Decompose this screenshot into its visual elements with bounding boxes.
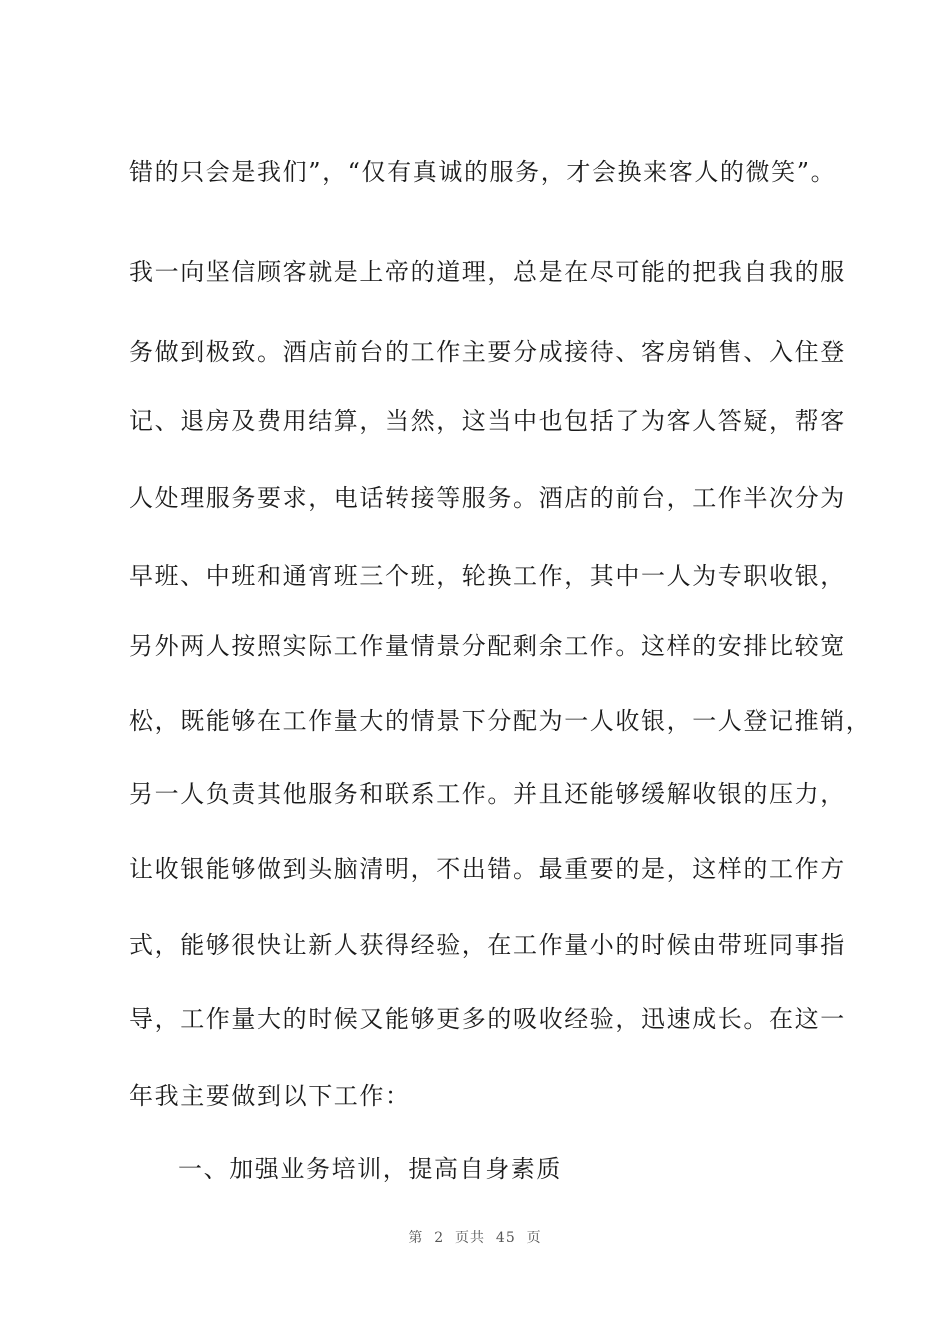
body-line-3: 务做到极致。酒店前台的工作主要分成接待、客房销售、入住登 xyxy=(129,338,846,366)
body-line-2: 我一向坚信顾客就是上帝的道理，总是在尽可能的把我自我的服 xyxy=(129,258,846,286)
page-number-footer: 第 2 页共 45 页 xyxy=(408,1230,542,1246)
body-line-5: 人处理服务要求，电话转接等服务。酒店的前台，工作半次分为 xyxy=(129,484,846,512)
body-line-13: 年我主要做到以下工作： xyxy=(129,1082,411,1110)
body-line-1: 错的只会是我们”，“仅有真诚的服务，才会换来客人的微笑”。 xyxy=(129,158,837,186)
body-line-10: 让收银能够做到头脑清明，不出错。最重要的是，这样的工作方 xyxy=(129,855,846,883)
section-heading: 一、加强业务培训，提高自身素质 xyxy=(178,1155,562,1183)
body-line-8: 松，既能够在工作量大的情景下分配为一人收银，一人登记推销， xyxy=(129,707,872,735)
body-line-9: 另一人负责其他服务和联系工作。并且还能够缓解收银的压力， xyxy=(129,780,846,808)
body-line-12: 导，工作量大的时候又能够更多的吸收经验，迅速成长。在这一 xyxy=(129,1005,846,1033)
body-line-4: 记、退房及费用结算，当然，这当中也包括了为客人答疑，帮客 xyxy=(129,407,846,435)
body-line-6: 早班、中班和通宵班三个班，轮换工作，其中一人为专职收银， xyxy=(129,562,846,590)
body-line-7: 另外两人按照实际工作量情景分配剩余工作。这样的安排比较宽 xyxy=(129,632,846,660)
body-line-11: 式，能够很快让新人获得经验，在工作量小的时候由带班同事指 xyxy=(129,931,846,959)
